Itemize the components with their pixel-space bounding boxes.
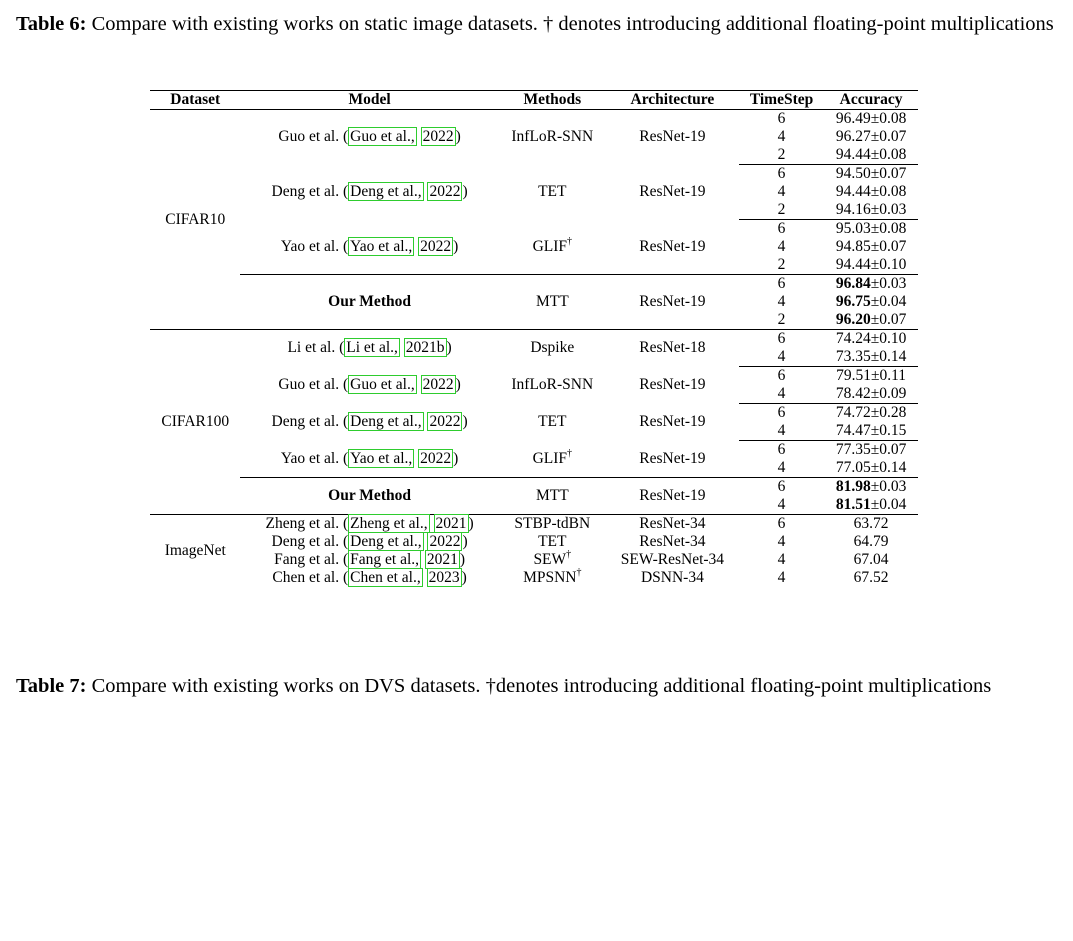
timestep-cell: 4: [777, 422, 786, 439]
accuracy-std: ±0.04: [870, 293, 907, 310]
model-cell: [240, 165, 498, 220]
method-name: TET: [538, 413, 567, 430]
accuracy-cell: [824, 367, 918, 386]
timestep-cell: 6: [739, 478, 824, 497]
accuracy-cell: [824, 330, 918, 349]
method-cell: [499, 515, 606, 534]
method-name: GLIF: [532, 449, 568, 467]
citation-authors: Deng et al.,: [350, 533, 422, 550]
table-row: [150, 404, 918, 423]
table-row: [150, 441, 918, 460]
citation-year: 2022: [422, 376, 454, 393]
accuracy-value: 77.35±0.07: [835, 441, 907, 458]
timestep-cell: 2: [777, 311, 786, 328]
accuracy-cell: [824, 293, 918, 311]
citation-authors: Fang et al.,: [350, 551, 420, 568]
method-cell: [499, 220, 606, 275]
table6-label: Table 6:: [16, 13, 87, 35]
arch-cell: [606, 275, 739, 330]
accuracy-cell: [824, 551, 918, 569]
arch-cell: [606, 515, 739, 534]
table7-label: Table 7:: [16, 675, 87, 697]
citation-year: 2021b: [405, 339, 445, 357]
header-cell: Model: [240, 91, 498, 110]
model-name: Our Method: [328, 487, 411, 504]
accuracy-value: 95.03±0.08: [835, 220, 907, 237]
arch-cell: [606, 569, 739, 587]
citation-authors: Deng et al.,: [350, 183, 422, 200]
accuracy-cell: [824, 146, 918, 165]
table7-caption-text: Compare with existing works on DVS datasets. †denotes introducing additional floating-point multiplications: [91, 675, 992, 697]
table6-caption: [16, 12, 1061, 37]
table7-caption: [16, 674, 1061, 699]
arch-name: ResNet-19: [639, 449, 706, 467]
model-name: Li et al.: [287, 339, 336, 357]
arch-cell: [606, 551, 739, 569]
accuracy-value: 94.16±0.03: [835, 201, 907, 218]
model-cell: [240, 367, 498, 404]
accuracy-cell: [824, 533, 918, 551]
dagger-mark: †: [566, 549, 572, 560]
dagger-mark: †: [576, 567, 582, 578]
accuracy-value: 94.50±0.07: [835, 165, 907, 182]
citation-year: 2022: [420, 237, 452, 255]
timestep-cell: 4: [777, 569, 786, 586]
citation-year: 2022: [429, 413, 461, 430]
timestep-cell: 6: [739, 441, 824, 460]
accuracy-value: 96.49±0.08: [835, 110, 907, 127]
arch-cell: [606, 110, 739, 165]
arch-name: DSNN-34: [640, 569, 704, 586]
model-name: Deng et al.: [271, 413, 340, 430]
citation: ( Deng et al., 2022 ): [342, 413, 468, 430]
citation-authors: Guo et al.,: [350, 376, 415, 393]
timestep-cell: 6: [739, 367, 824, 386]
timestep-cell: 4: [777, 238, 786, 255]
arch-name: ResNet-19: [639, 293, 706, 310]
timestep-cell: 6: [739, 220, 824, 239]
arch-cell: [606, 441, 739, 478]
header-cell: Architecture: [606, 91, 739, 110]
citation: ( Yao et al., 2022 ): [342, 237, 459, 255]
arch-name: ResNet-19: [639, 376, 706, 393]
accuracy-cell: [824, 569, 918, 587]
timestep-cell: 2: [777, 256, 786, 273]
accuracy-best: 81.51: [835, 496, 871, 513]
citation-authors: Deng et al.,: [350, 413, 422, 430]
accuracy-cell: [824, 441, 918, 460]
table6-caption-text: Compare with existing works on static image datasets. † denotes introducing additional floating-point multiplications: [91, 13, 1054, 35]
model-cell: [240, 220, 498, 275]
arch-cell: [606, 220, 739, 275]
accuracy-cell: [824, 496, 918, 515]
timestep-cell: 6: [739, 515, 824, 534]
accuracy-best: 96.20: [835, 311, 871, 328]
accuracy-value: 67.52: [853, 569, 889, 586]
method-cell: [499, 165, 606, 220]
citation: ( Chen et al., 2023 ): [342, 569, 467, 586]
arch-name: ResNet-19: [639, 128, 706, 146]
citation-authors: Yao et al.,: [350, 237, 413, 255]
accuracy-cell: [824, 422, 918, 441]
arch-cell: [606, 165, 739, 220]
citation: ( Deng et al., 2022 ): [342, 533, 468, 550]
citation-authors: Chen et al.,: [350, 569, 421, 586]
timestep-cell: 4: [777, 128, 786, 145]
model-cell: [240, 110, 498, 165]
accuracy-value: 63.72: [853, 515, 889, 532]
model-cell: [240, 441, 498, 478]
timestep-cell: 4: [777, 348, 786, 365]
citation: ( Yao et al., 2022 ): [342, 449, 459, 467]
accuracy-cell: [824, 183, 918, 201]
citation: ( Zheng et al., 2021 ): [342, 515, 474, 532]
accuracy-cell: [824, 128, 918, 146]
method-cell: [499, 404, 606, 441]
citation-authors: Guo et al.,: [350, 128, 415, 146]
model-name: Guo et al.: [278, 376, 340, 393]
accuracy-value: 96.27±0.07: [835, 128, 907, 145]
table-row: [150, 569, 918, 587]
header-cell: Dataset: [150, 91, 240, 110]
citation-authors: Yao et al.,: [350, 449, 413, 467]
accuracy-std: ±0.03: [870, 275, 907, 292]
citation: ( Guo et al., 2022 ): [342, 376, 461, 393]
citation-authors: Li et al.,: [346, 339, 398, 357]
citation: ( Fang et al., 2021 ): [342, 551, 466, 568]
arch-name: ResNet-34: [639, 515, 706, 532]
method-cell: [499, 110, 606, 165]
accuracy-value: 94.44±0.10: [835, 256, 907, 273]
method-name: TET: [538, 533, 567, 550]
accuracy-cell: [824, 165, 918, 184]
citation-year: 2021: [426, 551, 458, 568]
arch-name: ResNet-34: [639, 533, 706, 550]
method-name: STBP-tdBN: [514, 515, 591, 532]
arch-name: SEW-ResNet-34: [620, 551, 725, 568]
header-cell: TimeStep: [739, 91, 824, 110]
method-cell: [499, 330, 606, 367]
model-name: Guo et al.: [278, 128, 340, 146]
accuracy-value: 77.05±0.14: [835, 459, 907, 476]
model-cell: [240, 330, 498, 367]
citation-year: 2021: [435, 515, 467, 532]
accuracy-cell: [824, 256, 918, 275]
timestep-cell: 6: [739, 330, 824, 349]
timestep-cell: 6: [739, 275, 824, 294]
arch-name: ResNet-19: [639, 413, 706, 430]
timestep-cell: 2: [777, 146, 786, 163]
table6: [150, 90, 918, 587]
dataset-cell: ImageNet: [150, 515, 240, 588]
model-cell: [240, 515, 498, 534]
method-name: InfLoR-SNN: [511, 128, 594, 146]
method-name: MPSNN: [523, 569, 577, 586]
accuracy-value: 67.04: [853, 551, 889, 568]
arch-name: ResNet-19: [639, 487, 706, 504]
method-name: Dspike: [530, 339, 575, 357]
model-cell: [240, 478, 498, 515]
arch-cell: [606, 404, 739, 441]
table-row: [150, 533, 918, 551]
accuracy-value: 73.35±0.14: [835, 348, 907, 365]
accuracy-cell: [824, 201, 918, 220]
dataset-cell: CIFAR100: [150, 330, 240, 515]
accuracy-value: 79.51±0.11: [836, 367, 907, 384]
model-name: Zheng et al.: [265, 515, 340, 532]
method-cell: [499, 275, 606, 330]
method-cell: [499, 551, 606, 569]
citation-year: 2022: [429, 183, 461, 200]
model-name: Fang et al.: [274, 551, 340, 568]
model-cell: [240, 551, 498, 569]
accuracy-std: ±0.07: [870, 311, 907, 328]
arch-name: ResNet-19: [639, 183, 706, 200]
citation: ( Guo et al., 2022 ): [342, 128, 461, 146]
model-cell: [240, 569, 498, 587]
timestep-cell: 6: [739, 404, 824, 423]
method-name: SEW: [533, 551, 567, 568]
model-name: Yao et al.: [280, 237, 340, 255]
accuracy-cell: [824, 311, 918, 330]
accuracy-cell: [824, 110, 918, 129]
accuracy-value: 64.79: [853, 533, 889, 550]
table-row: [150, 515, 918, 534]
accuracy-best: 96.75: [835, 293, 871, 310]
accuracy-cell: [824, 404, 918, 423]
arch-name: ResNet-18: [639, 339, 706, 357]
table-row: [150, 165, 918, 184]
timestep-cell: 4: [777, 385, 786, 402]
citation: ( Deng et al., 2022 ): [342, 183, 468, 200]
arch-cell: [606, 533, 739, 551]
method-cell: [499, 441, 606, 478]
header-row: [150, 91, 918, 110]
dataset-cell: CIFAR10: [165, 210, 226, 228]
accuracy-cell: [824, 515, 918, 534]
model-name: Deng et al.: [271, 533, 340, 550]
timestep-cell: 6: [777, 110, 786, 127]
accuracy-value: 78.42±0.09: [835, 385, 907, 402]
arch-name: ResNet-19: [639, 237, 706, 255]
table-row: [150, 367, 918, 386]
accuracy-value: 94.44±0.08: [835, 146, 907, 163]
dagger-mark: †: [567, 447, 573, 459]
table-row: [150, 551, 918, 569]
accuracy-cell: [824, 478, 918, 497]
table-row: [150, 110, 918, 129]
model-cell: [240, 404, 498, 441]
table-row: [150, 478, 918, 497]
method-name: MTT: [535, 293, 569, 310]
accuracy-value: 94.44±0.08: [835, 183, 907, 200]
header-cell: Accuracy: [824, 91, 918, 110]
accuracy-value: 74.47±0.15: [835, 422, 907, 439]
accuracy-cell: [824, 275, 918, 294]
citation-year: 2023: [428, 569, 460, 586]
timestep-cell: 4: [777, 533, 786, 550]
accuracy-cell: [824, 348, 918, 367]
accuracy-best: 96.84: [835, 275, 871, 292]
citation: ( Li et al., 2021b ): [339, 339, 452, 357]
accuracy-cell: [824, 459, 918, 478]
header-cell: Methods: [499, 91, 606, 110]
model-name: Yao et al.: [280, 449, 340, 467]
timestep-cell: 4: [777, 459, 786, 476]
model-name: Deng et al.: [271, 183, 340, 200]
table-row: [150, 220, 918, 239]
accuracy-std: ±0.03: [870, 478, 907, 495]
accuracy-best: 81.98: [835, 478, 871, 495]
timestep-cell: 6: [739, 165, 824, 184]
accuracy-value: 74.24±0.10: [835, 330, 907, 347]
method-cell: [499, 569, 606, 587]
method-name: TET: [538, 183, 567, 200]
citation-year: 2022: [420, 449, 452, 467]
accuracy-value: 94.85±0.07: [835, 238, 907, 255]
method-cell: [499, 533, 606, 551]
method-name: GLIF: [532, 237, 568, 255]
method-cell: [499, 478, 606, 515]
model-cell: [240, 275, 498, 330]
method-name: InfLoR-SNN: [511, 376, 594, 393]
timestep-cell: 2: [777, 201, 786, 218]
table-row: [150, 275, 918, 294]
timestep-cell: 4: [777, 293, 786, 310]
arch-cell: [606, 367, 739, 404]
citation-year: 2022: [422, 128, 454, 146]
dagger-mark: †: [567, 235, 573, 247]
accuracy-cell: [824, 220, 918, 239]
model-name: Chen et al.: [272, 569, 340, 586]
timestep-cell: 4: [777, 496, 786, 513]
method-cell: [499, 367, 606, 404]
citation-authors: Zheng et al.,: [350, 515, 428, 532]
model-cell: [240, 533, 498, 551]
arch-cell: [606, 330, 739, 367]
timestep-cell: 4: [777, 183, 786, 200]
citation-year: 2022: [429, 533, 461, 550]
accuracy-value: 74.72±0.28: [835, 404, 907, 421]
accuracy-cell: [824, 385, 918, 404]
accuracy-cell: [824, 238, 918, 256]
table-row: [150, 330, 918, 349]
accuracy-std: ±0.04: [870, 496, 907, 513]
method-name: MTT: [535, 487, 569, 504]
model-name: Our Method: [328, 293, 411, 310]
arch-cell: [606, 478, 739, 515]
timestep-cell: 4: [777, 551, 786, 568]
